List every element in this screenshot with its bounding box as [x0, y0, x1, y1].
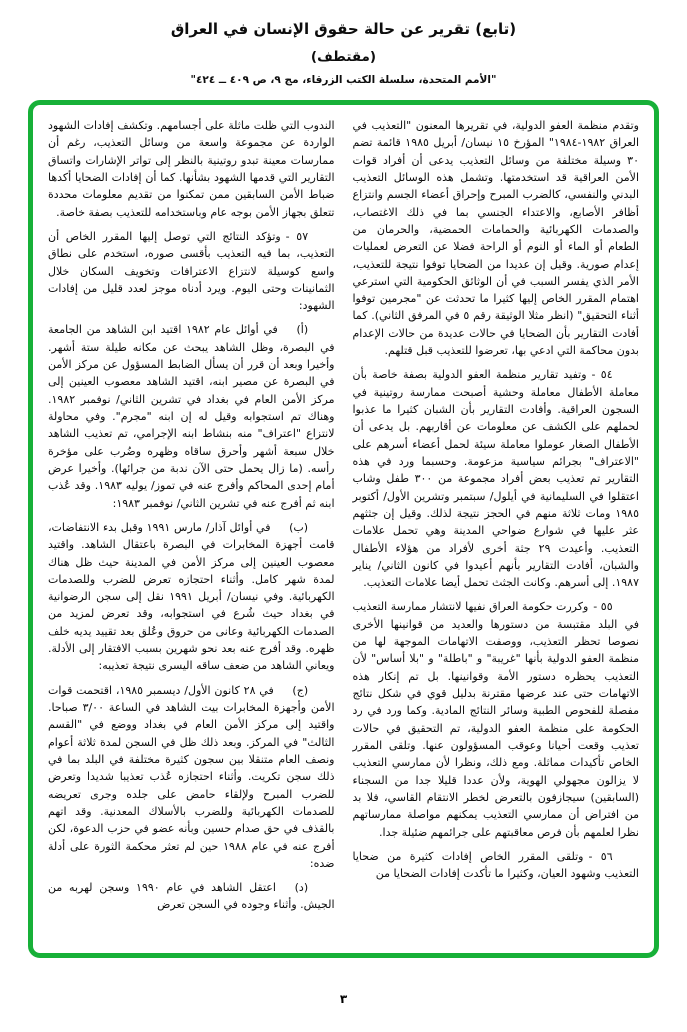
- two-column-layout: [48, 117, 639, 943]
- paragraph-55-number: ٥٥ -: [593, 600, 613, 614]
- paragraph-56-text: وتلقى المقرر الخاص إفادات كثيرة من ضحايا التعذيب وشهود العيان، وكثيرا ما تأكدت إفادات الضحايا من: [352, 849, 639, 881]
- document-subtitle: (مقتطف): [310, 49, 377, 65]
- witness-item-b-marker: (ب): [289, 520, 309, 534]
- witness-item-c-marker: (ج): [292, 683, 309, 697]
- column-left-second: [48, 117, 335, 943]
- paragraph-57-text: وتؤكد النتائج التي توصل إليها المقرر الخاص أن التعذيب، بما فيه التعذيب بأقسى صوره، استخدم على نطاق واسع كوسيلة لانتزاع الاعترافات وتخويف السكان خلال الثمانينات وحتى اليوم. ويرد أدناه موجز لعدد قليل من إفادات الشهود:: [48, 229, 335, 313]
- witness-item-c: [48, 682, 335, 872]
- witness-item-b-text: في أوائل آذار/ مارس ١٩٩١ وقبل بدء الانتفاضات، قامت أجهزة المخابرات في البصرة باعتقال الشاهد. واقتيد معصوب العينين إلى مركز الأمن في المدينة حيث ظل هناك لمدة شهر كامل. وأثناء احتجازه تعرض للضرب وللصدمات الكهربائية. وفي نيسان/ أبريل ١٩٩١ نقل إلى سجن الرضوانية في بغداد حيث شُرع في استجوابه، وقد تعرض لمزيد من الصدمات الكهربائية وعانى من حروق وعُلق بعد تقييد يديه خلف ظهره. وقد أفرج عنه بعد نحو شهرين بسبب الافتقار إلى الأدلة. ويعاني الشاهد من ضعف ساقه اليسرى نتيجة تعذيبه:: [48, 520, 335, 673]
- paragraph-54-number: ٥٤ -: [591, 368, 613, 382]
- paragraph-continuation-scars: الندوب التي ظلت ماثلة على أجسامهم. وتكشف إفادات الشهود الواردة عن مجموعة واسعة من وسائل التعذيب، رغم أن ممارسات معينة تبدو روتينية بالنظر إلى تواتر الإشارات واتساق التقارير التي قدمها الشهود بشأنها. كما أن إفادات الضحايا أكدها ضباط الأمن السابقين ممن تمكنوا من تقديم معلومات محددة تتعلق بجهاز الأمن بوجه عام وباستخدامه للتعذيب بصفة خاصة.: [48, 119, 335, 219]
- document-source-line: "الأمم المتحدة، سلسلة الكتب الزرقاء، مج ٩، ص ٤٠٩ ــ ٤٢٤": [190, 74, 497, 86]
- document-title: (تابع) تقرير عن حالة حقوق الإنسان في العراق: [170, 20, 517, 38]
- witness-item-a: [48, 321, 335, 511]
- column-right-first: [353, 117, 640, 943]
- page-number: ٣: [339, 992, 348, 1006]
- witness-item-b: [48, 519, 335, 675]
- paragraph-continuation-amnesty: وتقدم منظمة العفو الدولية، في تقريرها المعنون "التعذيب في العراق ١٩٨٢-١٩٨٤" المؤرخ ١٥ نيسان/ أبريل ١٩٨٥ قائمة تضم ٣٠ وسيلة مختلفة من وسائل التعذيب يدعى أن أفراد قوات الأمن العراقية قد استخدمتها. وتشمل هذه الوسائل التعذيب البدني والنفسي، كالضرب المبرح وإحراق أعضاء الجسم وانتزاع أظافر الأصابع، والاعتداء الجنسي بما في ذلك الاغتصاب، والصدمات الكهربائية والحمامات الحمضية، والحرمان من الطعام أو الماء أو النوم أو الراحة فضلا عن التعرض لعمليات إعدام صورية. وقيل إن عديدا من الضحايا توفوا نتيجة للتعذيب، الأمر الذي يفسر السبب في أن الوثائق الحكومية التي استرعي اهتمام المقرر الخاص إليها كثيرا ما تحدثت عن "مجرمين توفوا أثناء التحقيق" (انظر مثلا الوثيقة رقم ٥ في المرفق الثاني). كما أفادت التقارير بأن الضحايا في حالات عديدة من حالات الإعدام بدون محاكمة التي ادعي بها، تعرضوا للتعذيب قبل قتلهم.: [352, 119, 639, 358]
- paragraph-54: [353, 366, 640, 591]
- paragraph-55-text: وكررت حكومة العراق نفيها لانتشار ممارسة التعذيب في البلد مقتبسة من دستورها والعديد من قوانينها الأخرى نصوصا تحظر التعذيب، ووصفت الاتهامات الموجهة لها من منظمة العفو الدولية بأنها "غريبة" و "باطلة" و "بلا أساس" لأن التعذيب يحظره دستور الأمة وقوانينها. بل تم إنكار هذه الاتهامات حتى عند عرضها مقترنة بدليل قوي في شكل نتائج مفصلة للفحوص الطبية وسائر النتائج المادية. وكما ورد في رد الحكومة على منظمة العفو الدولية، تم التحقيق في حالات تعذيب وقعت أحيانا وعوقب المسؤولون عنها. وتلقى المقرر الخاص تأكيدات مماثلة. ومع ذلك، ونظرا لأن ممارسي التعذيب لا يزالون مجهولي الهوية، ولأن عددا قليلا جدا من السجناء (السابقين) سيجازفون بالتعرض لخطر الانتقام القاسي، فلا بد من افتراض أن ممارسي التعذيب يمكنهم مواصلة ممارساتهم نظرا لعلمهم بأن فرص معاقبتهم على جرائمهم ضئيلة جدا.: [352, 600, 639, 839]
- paragraph-56-number: ٥٦ -: [588, 849, 613, 863]
- witness-item-d: [48, 879, 335, 914]
- witness-item-c-text: في ٢٨ كانون الأول/ ديسمبر ١٩٨٥، اقتحمت قوات الأمن وأجهزة المخابرات بيت الشاهد في الساعة ٣/٠٠ صباحا. واقتيد إلى مركز الأمن العام في بغداد ووضع في "القسم الثالث" في المركز. وبعد ذلك ظل في السجن لمدة ثلاثة أعوام ونصف العام متنقلا بين سجون كثيرة مختلفة في البلد بما في ذلك سجن تكريت. وأثناء احتجازه عُذب تعذيبا شديدا وتعرض للضرب المبرح ولإلقاء حامض على جلده وجرى تعريضه للصدمات الكهربائية وللضرب بالأسلاك المعدنية. وقد اتهم بالقذف في حق صدام حسين وبأنه عضو في حزب الدعوة، لكن أفرج عنه في عام ١٩٨٨ حين لم تعثر محكمة الثورة على أدلة ضده:: [48, 683, 335, 870]
- witness-item-a-marker: (أ): [296, 323, 309, 337]
- paragraph-55: [353, 598, 640, 840]
- witness-item-d-marker: (د): [294, 881, 309, 895]
- paragraph-54-text: وتفيد تقارير منظمة العفو الدولية بصفة خاصة بأن معاملة الأطفال معاملة وحشية أصبحت ممارسة روتينية في السجون العراقية. وأفادت التقارير بأن الشبان كثيرا ما عذبوا لحملهم على الكشف عن معلومات عن أقاربهم. بل يدعى أن الأطفال الصغار عوملوا معاملة سيئة لحمل أعضاء أسرهم على "الاعتراف" بجرائم سياسية مزعومة. وحسبما ورد في هذه التقارير تم تعذيب بعض أفراد مجموعة من ٣٠٠ طفل وشاب اعتقلوا في السليمانية في أيلول/ سبتمبر وتشرين الأول/ أكتوبر ١٩٨٥ ومات ثلاثة منهم في الحجز نتيجة لذلك. وقيل إن جثثهم عثر عليها في شوارع ضواحي المدينة وهي تحمل علامات التعذيب. وأعيدت ٢٩ جثة أخرى لأفراد من هؤلاء الأطفال والشبان، أفادت التقارير بأنهم أعيدوا في كانون الثاني/ يناير ١٩٨٧. إلى أسرهم. وكانت الجثث تحمل أيضا علامات التعذيب.: [352, 368, 639, 590]
- witness-item-a-text: في أوائل عام ١٩٨٢ اقتيد ابن الشاهد من الجامعة في البصرة، وظل الشاهد يبحث عن مكانه طيلة ستة أشهر. وأخيرا وبعد أن قرر أن يسأل الضابط المسؤول عن مركز الأمن في البصرة عن مصير ابنه، اقتيد الشاهد معصوب العينين إلى مركز الأمن العام في بغداد في تشرين الثاني/ نوفمبر ١٩٨٢. وهناك تم استجوابه وقيل له إن ابنه "مجرم". وفي محاولة لانتزاع "اعتراف" منه بنشاط ابنه الإجرامي، تم تعذيب الشاهد خلال سبعة أشهر وأحرق ساقاه وظهره وضُرب على مؤخرة رأسه. (ما زال يحمل حتى الآن ندبة من جرائها). وأخيرا عرض أمام إحدى المحاكم وأفرج عنه في تموز/ يوليه ١٩٨٣. وقد عُذب ابنه ثم أفرج عنه في تشرين الثاني/ نوفمبر ١٩٨٣:: [48, 323, 335, 510]
- paragraph-57-number: ٥٧ -: [285, 229, 309, 243]
- paragraph-56: [353, 848, 640, 883]
- content-border-box: [28, 100, 659, 958]
- paragraph-57: [48, 228, 335, 315]
- document-header: [0, 0, 687, 86]
- witness-item-d-text: اعتقل الشاهد في عام ١٩٩٠ وسجن لهربه من الجيش. وأثناء وجوده في السجن تعرض: [48, 881, 335, 912]
